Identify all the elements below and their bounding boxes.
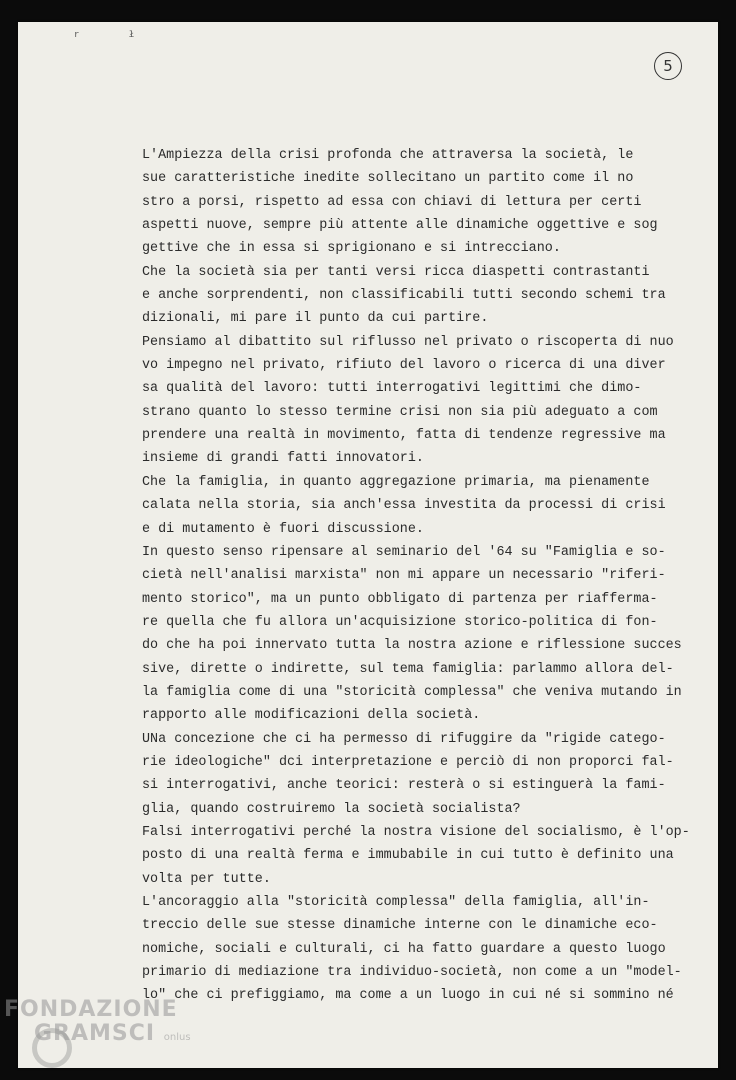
text-line: L'ancoraggio alla "storicità complessa" della famiglia, all'in- [142,895,650,910]
watermark-line1: FONDAZIONE [4,997,178,1022]
watermark-line2: GRAMSCI [34,1021,156,1046]
text-line: insieme di grandi fatti innovatori. [142,451,424,467]
text-line: sive, dirette o indirette, sul tema famiglia: parlammo allora del- [142,661,674,677]
text-line: posto di una realtà ferma e immubabile in cui tutto è definito una [142,848,674,864]
text-line: calata nella storia, sia anch'essa investita da processi di crisi [142,498,666,514]
watermark [4,998,191,1050]
text-line: cietà nell'analisi marxista" non mi appare un necessario "riferi- [142,568,666,584]
text-line: sa qualità del lavoro: tutti interrogativi legittimi che dimo- [142,381,642,397]
text-line: prendere una realtà in movimento, fatta di tendenze regressive ma [142,428,666,444]
text-line: glia, quando costruiremo la società socialista? [142,801,521,817]
text-line: re quella che fu allora un'acquisizione storico-politica di fon- [142,614,658,630]
document-page [18,22,718,1068]
text-line: rapporto alle modificazioni della società. [142,708,481,724]
text-line: si interrogativi, anche teorici: resterà o si estinguerà la fami- [142,778,666,794]
text-line: UNa concezione che ci ha permesso di rifuggire da "rigide catego- [142,731,666,747]
text-line: L'Ampiezza della crisi profonda che attraversa la società, le [142,148,634,163]
text-line: In questo senso ripensare al seminario del '64 su "Famiglia e so- [142,544,666,560]
text-line: sue caratteristiche inedite sollecitano un partito come il no [142,171,634,187]
text-line: rie ideologiche" dci interpretazione e perciò di non proporci fal- [142,754,674,770]
page-number: 5 [654,52,682,80]
text-line: vo impegno nel privato, rifiuto del lavoro o ricerca di una diver [142,358,666,374]
typed-text-body [142,144,702,1008]
text-line: primario di mediazione tra individuo-società, non come a un "model- [142,965,682,981]
text-line: volta per tutte. [142,871,271,887]
corner-marks: r ł [74,30,157,40]
text-line: la famiglia come di una "storicità complessa" che veniva mutando in [142,684,682,700]
watermark-sub: onlus [163,1032,191,1043]
text-line: aspetti nuove, sempre più attente alle dinamiche oggettive e sog [142,218,658,234]
text-line: Falsi interrogativi perché la nostra visione del socialismo, è l'op- [142,824,690,840]
text-line: nomiche, sociali e culturali, ci ha fatto guardare a questo luogo [142,941,666,957]
text-line: e di mutamento è fuori discussione. [142,521,424,537]
text-line: strano quanto lo stesso termine crisi non sia più adeguato a com [142,404,658,420]
text-line: lo" che ci prefiggiamo, ma come a un luogo in cui né si sommino né [142,988,674,1004]
text-line: gettive che in essa si sprigionano e si intrecciano. [142,241,561,257]
text-line: e anche sorprendenti, non classificabili tutti secondo schemi tra [142,288,666,304]
text-line: Che la famiglia, in quanto aggregazione primaria, ma pienamente [142,474,650,490]
text-line: mento storico", ma un punto obbligato di partenza per riafferma- [142,591,658,607]
text-line: do che ha poi innervato tutta la nostra azione e riflessione succes [142,638,682,654]
text-line: stro a porsi, rispetto ad essa con chiavi di lettura per certi [142,194,642,210]
text-line: treccio delle sue stesse dinamiche interne con le dinamiche eco- [142,918,658,934]
text-line: dizionali, mi pare il punto da cui partire. [142,311,489,327]
text-line: Pensiamo al dibattito sul riflusso nel privato o riscoperta di nuo [142,334,674,350]
text-line: Che la società sia per tanti versi ricca diaspetti contrastanti [142,264,650,280]
